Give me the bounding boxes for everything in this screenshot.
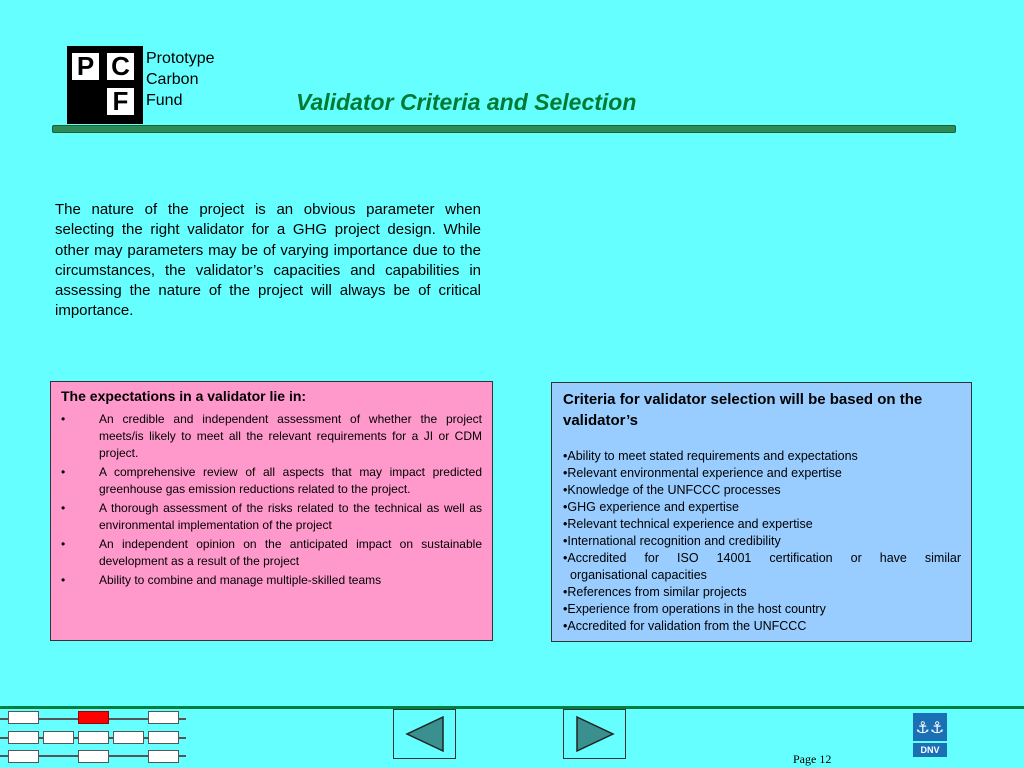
dnv-logo-label: DNV (913, 743, 947, 757)
criteria-heading: Criteria for validator selection will be based on the validator’s (563, 391, 923, 429)
list-item (61, 572, 482, 589)
left-triangle-icon (403, 714, 447, 754)
list-item: •Accredited for validation from the UNFCCC (563, 619, 807, 633)
list-item: •International recognition and credibility (563, 534, 781, 548)
list-item (61, 464, 482, 498)
nav-slide-box[interactable] (8, 750, 39, 763)
dnv-logo-icon: ⚓⚓ (913, 713, 947, 741)
expectations-list (61, 411, 482, 591)
title-divider (52, 125, 956, 133)
previous-slide-button[interactable] (393, 709, 456, 759)
list-item: •Knowledge of the UNFCCC processes (563, 483, 781, 497)
nav-slide-box[interactable] (148, 750, 179, 763)
bullet-icon: • (61, 412, 66, 426)
list-item (61, 536, 482, 570)
list-item: •References from similar projects (563, 585, 747, 599)
page-title: Validator Criteria and Selection (296, 89, 637, 115)
nav-slide-box[interactable] (78, 750, 109, 763)
list-item-text: Ability to combine and manage multiple-skilled teams (99, 573, 382, 587)
logo-line-fund: Fund (146, 92, 183, 109)
nav-slide-box[interactable] (113, 731, 144, 744)
list-item: •Relevant environmental experience and expertise (563, 466, 842, 480)
list-item-text: An credible and independent assessment of whether the project meets/is likely to meet all the relevant requirements for a JI or CDM project. (99, 412, 482, 460)
nav-slide-box[interactable] (43, 731, 74, 744)
list-item (61, 500, 482, 534)
pcf-logo (67, 46, 143, 124)
list-item-text: A comprehensive review of all aspects that may impact predicted greenhouse gas emission reductions related to the project. (99, 465, 482, 496)
list-item: •Relevant technical experience and expertise (563, 517, 813, 531)
list-item: •Ability to meet stated requirements and expectations (563, 449, 858, 463)
bullet-icon: • (61, 573, 66, 587)
list-item-continuation: organisational capacities (570, 568, 707, 582)
logo-line-carbon: Carbon (146, 71, 199, 88)
right-triangle-icon (573, 714, 617, 754)
logo-letter-f: F (107, 88, 134, 115)
slide-navigator (0, 709, 190, 768)
nav-slide-box[interactable] (78, 731, 109, 744)
list-item: •GHG experience and expertise (563, 500, 739, 514)
bullet-icon: • (61, 501, 66, 515)
logo-text (146, 49, 214, 112)
nav-slide-box[interactable] (8, 731, 39, 744)
list-item (61, 411, 482, 462)
dnv-logo (913, 713, 947, 759)
intro-paragraph: The nature of the project is an obvious parameter when selecting the right validator for a GHG project design. While other may parameters may be of varying importance due to the circumstances, the validator’s capacities and capabilities in assessing the nature of the project will always be of critical importance. (55, 201, 481, 320)
logo-letter-p: P (72, 53, 99, 80)
list-item: •Accredited for ISO 14001 certification or have similar (563, 551, 961, 565)
logo-letter-c: C (107, 53, 134, 80)
page-number: Page 12 (793, 752, 832, 766)
expectations-panel (50, 381, 493, 641)
nav-slide-box[interactable] (148, 731, 179, 744)
bullet-icon: • (61, 537, 66, 551)
nav-slide-box-current[interactable] (78, 711, 109, 724)
bullet-icon: • (61, 465, 66, 479)
list-item-text: A thorough assessment of the risks related to the technical as well as environmental implementation of the project (99, 501, 482, 532)
criteria-panel (551, 382, 972, 642)
next-slide-button[interactable] (563, 709, 626, 759)
nav-slide-box[interactable] (148, 711, 179, 724)
criteria-list (563, 448, 961, 635)
nav-slide-box[interactable] (8, 711, 39, 724)
expectations-heading: The expectations in a validator lie in: (61, 388, 307, 404)
list-item: •Experience from operations in the host country (563, 602, 826, 616)
logo-line-prototype: Prototype (146, 50, 215, 67)
list-item-text: An independent opinion on the anticipated impact on sustainable development as a result of the project (99, 537, 482, 568)
